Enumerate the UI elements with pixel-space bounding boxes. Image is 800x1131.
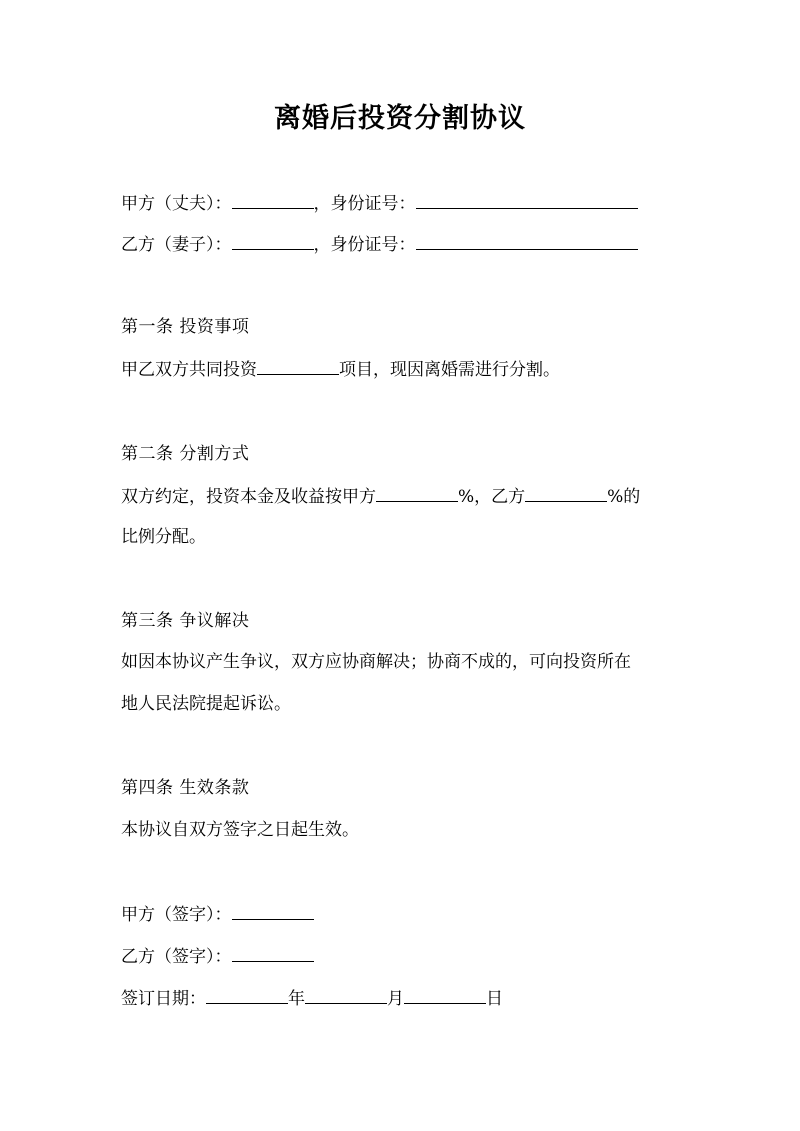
party-b-label: 乙方（妻子）： — [121, 235, 232, 255]
day-blank — [404, 985, 486, 1004]
article1-text-after: 项目，现因离婚需进行分割。 — [339, 360, 560, 380]
party-a-label: 甲方（丈夫）： — [121, 194, 232, 214]
month-blank — [305, 985, 387, 1004]
signing-date-label: 签订日期： — [121, 989, 206, 1009]
year-label: 年 — [288, 989, 305, 1009]
month-label: 月 — [387, 989, 404, 1009]
party-b-id-blank — [416, 231, 638, 250]
article1-heading: 第一条 投资事项 — [121, 317, 250, 337]
party-a-percent-blank — [376, 483, 458, 502]
party-b-percent-blank — [525, 483, 607, 502]
article3-line1: 如因本协议产生争议，双方应协商解决；协商不成的，可向投资所在 — [121, 652, 631, 672]
party-b-name-blank — [232, 231, 314, 250]
party-b-signature-label: 乙方（签字）： — [121, 947, 232, 967]
party-a-name-blank — [232, 190, 314, 209]
article2-line1 — [121, 483, 640, 510]
document-title: 离婚后投资分割协议 — [274, 103, 526, 134]
article2-line2: 比例分配。 — [121, 527, 206, 547]
party-a-id-label: ，身份证号： — [313, 194, 416, 214]
article4-line1: 本协议自双方签字之日起生效。 — [121, 820, 359, 840]
article2-text-mid: %，乙方 — [458, 487, 526, 507]
article1-text-before: 甲乙双方共同投资 — [121, 360, 257, 380]
party-b-row — [121, 231, 638, 258]
party-b-id-label: ，身份证号： — [313, 235, 416, 255]
party-a-row — [121, 190, 638, 217]
signing-date-row — [121, 985, 503, 1012]
party-a-signature-blank — [232, 901, 314, 920]
year-blank — [206, 985, 288, 1004]
article3-heading: 第三条 争议解决 — [121, 611, 250, 631]
article1-text — [121, 356, 560, 383]
party-a-signature-row — [121, 901, 314, 928]
party-a-signature-label: 甲方（签字）： — [121, 905, 232, 925]
article2-text-after: %的 — [607, 487, 641, 507]
project-name-blank — [257, 356, 339, 375]
article2-heading: 第二条 分割方式 — [121, 444, 250, 464]
party-b-signature-blank — [232, 943, 314, 962]
day-label: 日 — [486, 989, 503, 1009]
article2-text-before: 双方约定，投资本金及收益按甲方 — [121, 487, 376, 507]
party-a-id-blank — [416, 190, 638, 209]
article4-heading: 第四条 生效条款 — [121, 778, 250, 798]
article3-line2: 地人民法院提起诉讼。 — [121, 694, 291, 714]
party-b-signature-row — [121, 943, 314, 970]
